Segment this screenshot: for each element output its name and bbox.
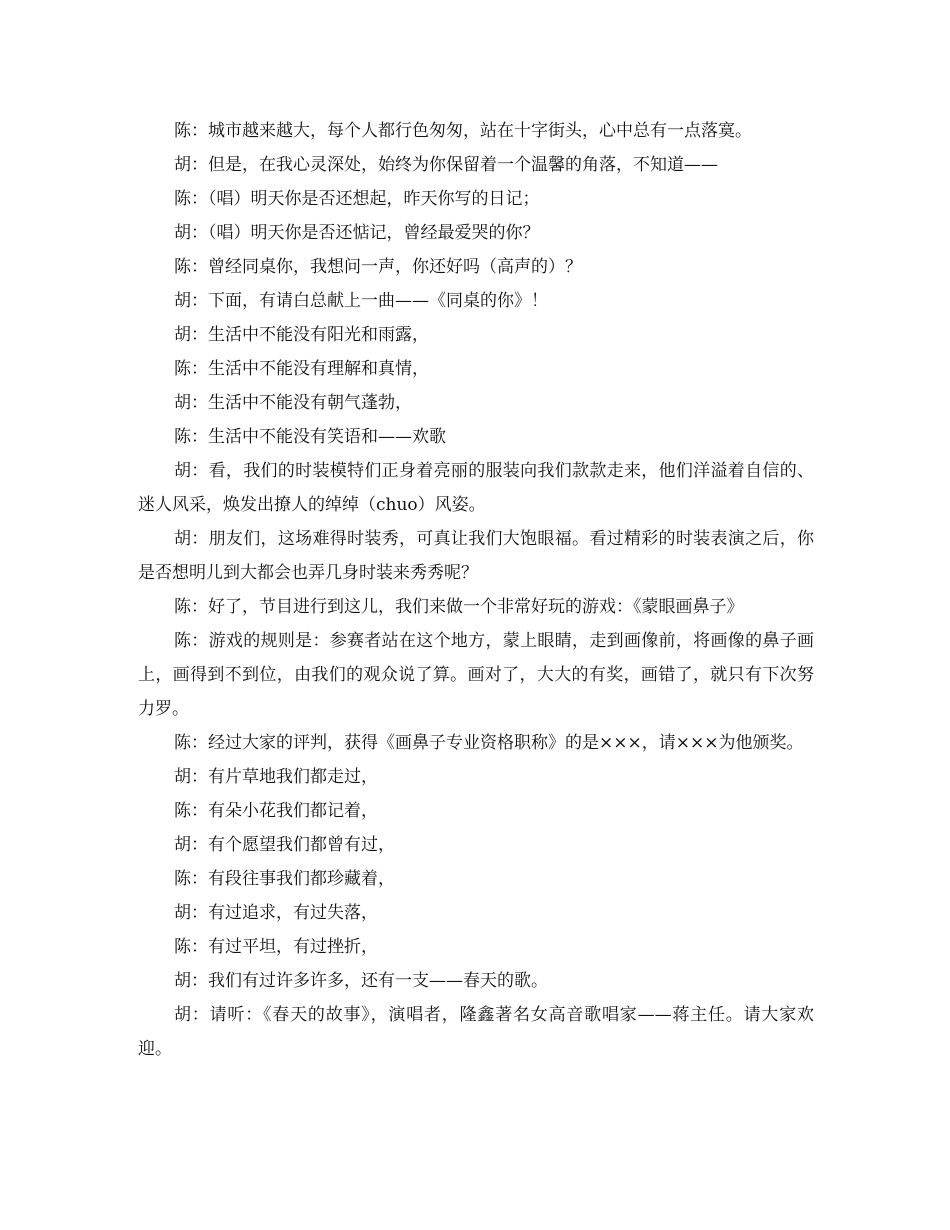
dialogue-line: 陈：有段往事我们都珍藏着，: [174, 869, 395, 889]
document-body: [138, 114, 814, 1066]
dialogue-line: 陈：（唱）明天你是否还想起，昨天你写的日记；: [174, 189, 540, 209]
dialogue-line: 胡：但是，在我心灵深处，始终为你保留着一个温馨的角落，不知道——: [174, 155, 718, 175]
dialogue-line: 陈：有过平坦，有过挫折，: [174, 937, 378, 957]
dialogue-line: 陈：生活中不能没有理解和真情，: [174, 359, 429, 379]
dialogue-line: 胡：生活中不能没有朝气蓬勃，: [174, 393, 412, 413]
dialogue-line: 陈：曾经同桌你，我想问一声，你还好吗（高声的）？: [174, 257, 582, 277]
dialogue-line: 陈：有朵小花我们都记着，: [174, 801, 378, 821]
dialogue-line: 陈：好了，节目进行到这儿，我们来做一个非常好玩的游戏：《蒙眼画鼻子》: [174, 597, 744, 617]
dialogue-line: 陈：生活中不能没有笑语和——欢歌: [174, 427, 446, 447]
dialogue-line: 胡：朋友们，这场难得时装秀，可真让我们大饱眼福。看过精彩的时装表演之后，你是否想明儿到大都会也弄几身时装来秀秀呢？: [138, 529, 814, 583]
dialogue-line: 胡：有个愿望我们都曾有过，: [174, 835, 395, 855]
dialogue-line: 胡：看，我们的时装模特们正身着亮丽的服装向我们款款走来，他们洋溢着自信的、迷人风采，焕发出撩人的绰绰（chuo）风姿。: [138, 461, 814, 515]
dialogue-line: 陈：游戏的规则是：参赛者站在这个地方，蒙上眼睛，走到画像前，将画像的鼻子画上，画得到不到位，由我们的观众说了算。画对了，大大的有奖，画错了，就只有下次努力罗。: [138, 631, 814, 719]
dialogue-line: 胡：请听：《春天的故事》，演唱者，隆鑫著名女高音歌唱家——蒋主任。请大家欢迎。: [138, 1005, 814, 1059]
dialogue-line: 陈：经过大家的评判，获得《画鼻子专业资格职称》的是×××，请×××为他颁奖。: [174, 733, 804, 753]
dialogue-line: 胡：生活中不能没有阳光和雨露，: [174, 325, 429, 345]
dialogue-line: 胡：我们有过许多许多，还有一支——春天的歌。: [174, 971, 548, 991]
dialogue-line: 胡：（唱）明天你是否还惦记，曾经最爱哭的你？: [174, 223, 540, 243]
dialogue-line: 胡：有片草地我们都走过，: [174, 767, 378, 787]
dialogue-line: 陈：城市越来越大，每个人都行色匆匆，站在十字街头，心中总有一点落寞。: [174, 121, 752, 141]
dialogue-line: 胡：下面，有请白总献上一曲——《同桌的你》！: [174, 291, 548, 311]
dialogue-line: 胡：有过追求，有过失落，: [174, 903, 378, 923]
